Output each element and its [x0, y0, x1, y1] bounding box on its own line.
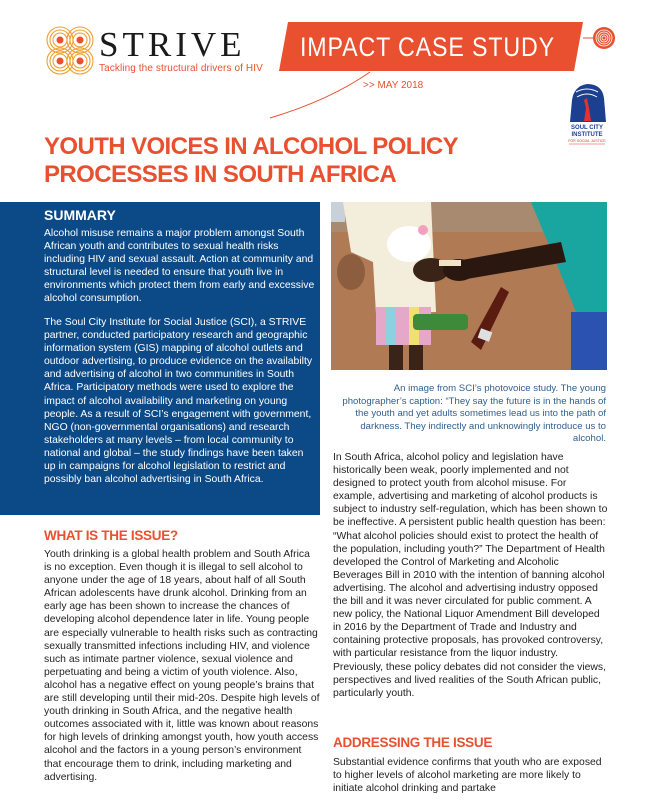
photo-caption: An image from SCI’s photovoice study. The young photographer’s caption: “They say the future is in the hands of the youth and yet adults sometimes lead us into the path of darkness. They indirectly and unknowingly introduce us to alcohol.	[342, 383, 606, 444]
page-title: YOUTH VOICES IN ALCOHOL POLICY PROCESSES IN SOUTH AFRICA	[44, 133, 458, 188]
svg-text:SOUL CITY: SOUL CITY	[571, 125, 603, 131]
issue-body: Youth drinking is a global health problem and South Africa is no exception. Even though it is illegal to sell alcohol to anyone under the age of 18 years, about half of all South African adolescents have drunk alcohol. Drinking from an early age has been shown to increase the chances of developing alcohol dependence later in life. Young people are especially vulnerable to health risks such as contracting sexually transmitted infections including HIV, and violence such as intimate partner violence, sexual violence and perpetuating and being a victim of youth violence. Also, alcohol has a negative effect on young people’s brains that are still developing until their mid-20s. Despite high levels of youth drinking in South Africa, and the negative health outcomes associated with it, little was known about reasons for high levels of drinking amongst youth, how youth access alcohol and the factors in a young person’s environment that encourage them to drink, including marketing and advertising.	[44, 549, 320, 783]
issue-heading: WHAT IS THE ISSUE?	[44, 528, 178, 543]
addressing-heading: ADDRESSING THE ISSUE	[333, 735, 493, 750]
summary-heading: SUMMARY	[44, 207, 116, 223]
svg-text:FOR SOCIAL JUSTICE: FOR SOCIAL JUSTICE	[568, 139, 606, 143]
addressing-body: Substantial evidence confirms that youth who are exposed to higher levels of alcohol marketing are more likely to initiate alcohol drinking and partake	[333, 757, 602, 795]
summary-paragraph: Alcohol misuse remains a major problem amongst South African youth and contributes to sexual health risks including HIV and sexual assault. Action at community and structural level is needed to ensure that youth live in environments which protect them from early and excessive alcohol consumption.	[44, 228, 315, 305]
photovoice-photo	[331, 202, 607, 370]
policy-body: In South Africa, alcohol policy and legislation have historically been weak, poorly implemented and not designed to protect youth from alcohol misuse. For example, advertising and marketing of alcohol products is subject to industry self-regulation, which has been shown to be ineffective. A persistent public health question has been: “What alcohol policies should exist to protect the health of the population, including youth?” The Department of Health developed the Control of Marketing and Alcoholic Beverages Bill in 2010 with the intention of banning alcohol advertising. The alcohol and advertising industry opposed the bill and it was never circulated for public comment. A new policy, the National Liquor Amendment Bill developed in 2016 by the Department of Trade and Industry and containing protective proposals, has provoked controversy, with particular resistance from the liquor industry. Previously, these policy debates did not consider the views, perspectives and lived realities of the South African public, particularly youth.	[333, 452, 608, 699]
publication-date: >> MAY 2018	[363, 80, 424, 91]
strive-tagline: Tackling the structural drivers of HIV	[99, 63, 263, 74]
banner-decoration	[0, 0, 651, 130]
svg-text:INSTITUTE: INSTITUTE	[571, 132, 603, 138]
impact-case-study-banner: IMPACT CASE STUDY	[300, 32, 556, 62]
soul-city-institute-logo-icon	[562, 78, 612, 148]
strive-logo-name: STRIVE	[99, 25, 246, 64]
summary-paragraph: The Soul City Institute for Social Justice (SCI), a STRIVE partner, conducted participatory research and geographic information system (GIS) mapping of alcohol outlets and outdoor advertising, to produce evidence on the availabilty and advertising of alcohol in two communities in South Africa. Participatory methods were used to explore the impact of alcohol availability and marketing on young people. As a result of SCI’s engagement with government, NGO (non-governmental organisations) and research stakeholders at many levels – from local community to national and global – the study findings have been taken up in campaigns for alcohol legislation to restrict and possibly ban alcohol advertising in South Africa.	[44, 317, 313, 486]
target-icon	[593, 27, 615, 49]
